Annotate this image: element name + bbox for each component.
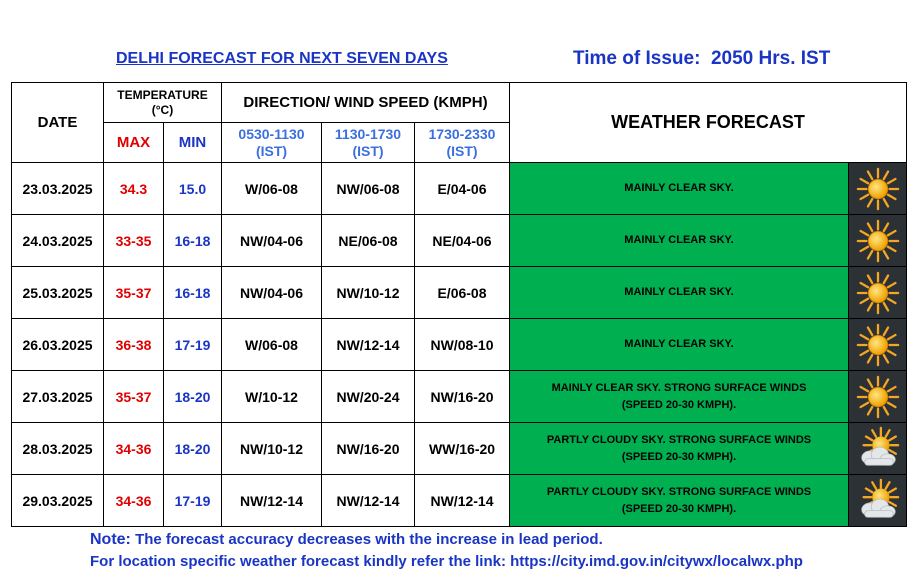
slot2-header [322, 123, 415, 163]
slot3-zone: (IST) [446, 142, 478, 159]
table-row [12, 163, 907, 215]
forecast-cell [510, 371, 849, 423]
min-cell: 16-18 [164, 267, 222, 319]
max-cell: 34-36 [104, 475, 164, 527]
max-cell: 35-37 [104, 371, 164, 423]
max-cell: 33-35 [104, 215, 164, 267]
wind-slot1-cell: W/10-12 [222, 371, 322, 423]
weather-icon-cell [849, 215, 907, 267]
partly-cloudy-icon [855, 478, 901, 524]
weather-icon-cell [849, 267, 907, 319]
wind-slot2-cell: NW/16-20 [322, 423, 415, 475]
max-cell: 34-36 [104, 423, 164, 475]
date-cell: 27.03.2025 [12, 371, 104, 423]
sun-icon [855, 374, 901, 420]
date-header: DATE [12, 83, 104, 163]
wind-slot3-cell: NW/16-20 [415, 371, 510, 423]
wind-slot1-cell: NW/12-14 [222, 475, 322, 527]
forecast-cell [510, 267, 849, 319]
forecast-line2: (SPEED 20-30 KMPH). [621, 398, 737, 411]
forecast-line1: MAINLY CLEAR SKY. [624, 286, 734, 298]
wind-slot2-cell: NW/06-08 [322, 163, 415, 215]
date-cell: 23.03.2025 [12, 163, 104, 215]
min-cell: 16-18 [164, 215, 222, 267]
forecast-line1: PARTLY CLOUDY SKY. STRONG SURFACE WINDS [546, 433, 812, 446]
forecast-line2: (SPEED 20-30 KMPH). [621, 502, 737, 515]
wind-header: DIRECTION/ WIND SPEED (KMPH) [222, 83, 510, 123]
issue-value: 2050 Hrs. IST [710, 48, 831, 69]
date-cell: 29.03.2025 [12, 475, 104, 527]
forecast-cell [510, 475, 849, 527]
wind-slot1-cell: NW/10-12 [222, 423, 322, 475]
partly-cloudy-icon [855, 426, 901, 472]
forecast-line1: MAINLY CLEAR SKY. STRONG SURFACE WINDS [551, 381, 807, 394]
min-cell: 17-19 [164, 475, 222, 527]
wind-slot2-cell: NW/12-14 [322, 319, 415, 371]
slot1-header [222, 123, 322, 163]
min-cell: 18-20 [164, 371, 222, 423]
wind-slot3-cell: E/04-06 [415, 163, 510, 215]
temperature-header [104, 83, 222, 123]
forecast-line2: (SPEED 20-30 KMPH). [621, 450, 737, 463]
issue-label: Time of Issue: [573, 48, 701, 69]
table-row [12, 371, 907, 423]
table-row [12, 267, 907, 319]
forecast-line1: MAINLY CLEAR SKY. [624, 234, 734, 246]
wind-slot3-cell: E/06-08 [415, 267, 510, 319]
weather-icon-cell [849, 319, 907, 371]
forecast-cell [510, 319, 849, 371]
slot1-time: 0530-1130 [238, 125, 305, 142]
forecast-cell [510, 163, 849, 215]
location-link-note: For location specific weather forecast kindly refer the link: https://city.imd.gov.in/citywx/localwx.php [90, 553, 803, 570]
table-row [12, 423, 907, 475]
sun-icon [855, 218, 901, 264]
max-header: MAX [104, 123, 164, 163]
temperature-unit: (°C) [151, 102, 174, 117]
note-label: Note: [90, 531, 131, 548]
min-cell: 18-20 [164, 423, 222, 475]
forecast-cell [510, 423, 849, 475]
slot2-zone: (IST) [352, 142, 384, 159]
note-text: The forecast accuracy decreases with the increase in lead period. [135, 531, 603, 548]
issue-time [573, 48, 830, 70]
table-row [12, 215, 907, 267]
note [90, 531, 603, 549]
weather-icon-cell [849, 475, 907, 527]
table-row [12, 319, 907, 371]
wind-slot2-cell: NW/20-24 [322, 371, 415, 423]
sun-icon [855, 322, 901, 368]
sun-icon [855, 270, 901, 316]
forecast-line1: PARTLY CLOUDY SKY. STRONG SURFACE WINDS [546, 485, 812, 498]
wind-slot3-cell: NW/08-10 [415, 319, 510, 371]
weather-icon-cell [849, 423, 907, 475]
max-cell: 35-37 [104, 267, 164, 319]
date-cell: 24.03.2025 [12, 215, 104, 267]
page-title: DELHI FORECAST FOR NEXT SEVEN DAYS [116, 50, 448, 67]
forecast-table [11, 82, 907, 527]
wind-slot1-cell: NW/04-06 [222, 215, 322, 267]
wind-slot1-cell: W/06-08 [222, 163, 322, 215]
slot3-header [415, 123, 510, 163]
wind-slot2-cell: NE/06-08 [322, 215, 415, 267]
weather-icon-cell [849, 371, 907, 423]
date-cell: 28.03.2025 [12, 423, 104, 475]
wind-slot2-cell: NW/10-12 [322, 267, 415, 319]
slot3-time: 1730-2330 [428, 125, 496, 142]
max-cell: 36-38 [104, 319, 164, 371]
wind-slot1-cell: NW/04-06 [222, 267, 322, 319]
forecast-line1: MAINLY CLEAR SKY. [624, 338, 734, 350]
min-cell: 17-19 [164, 319, 222, 371]
wind-slot2-cell: NW/12-14 [322, 475, 415, 527]
max-cell: 34.3 [104, 163, 164, 215]
date-cell: 26.03.2025 [12, 319, 104, 371]
forecast-line1: MAINLY CLEAR SKY. [624, 182, 734, 194]
min-cell: 15.0 [164, 163, 222, 215]
min-header: MIN [164, 123, 222, 163]
wind-slot3-cell: WW/16-20 [415, 423, 510, 475]
slot2-time: 1130-1730 [334, 125, 402, 142]
wind-slot3-cell: NW/12-14 [415, 475, 510, 527]
wind-slot3-cell: NE/04-06 [415, 215, 510, 267]
slot1-zone: (IST) [255, 142, 288, 159]
date-cell: 25.03.2025 [12, 267, 104, 319]
weather-icon-cell [849, 163, 907, 215]
temperature-label: TEMPERATURE [117, 87, 208, 102]
weather-forecast-header: WEATHER FORECAST [510, 83, 907, 163]
forecast-cell [510, 215, 849, 267]
wind-slot1-cell: W/06-08 [222, 319, 322, 371]
sun-icon [855, 166, 901, 212]
table-row [12, 475, 907, 527]
